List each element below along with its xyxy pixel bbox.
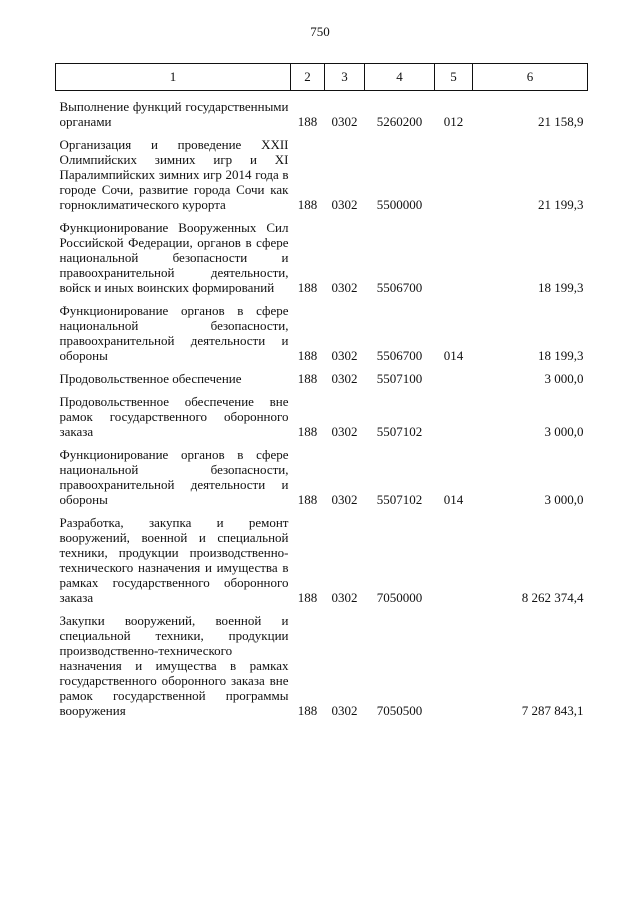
row-name: Функционирование органов в сфере национальной безопасности, правоохранительной деятельности и обороны	[59, 447, 289, 507]
row-code-4: 7050000	[376, 590, 423, 605]
budget-table	[55, 63, 588, 718]
row-name: Закупки вооружений, военной и специальной техники, продукции производственно-технического назначения и имущества в рамках государственного оборонного заказа вне рамок государственной программы вооружения	[59, 613, 289, 718]
row-code-2: 188	[297, 280, 318, 295]
row-code-3: 0302	[331, 492, 358, 507]
row-code-5	[435, 363, 473, 386]
column-header-1: 1	[56, 64, 291, 91]
row-name: Функционирование органов в сфере национальной безопасности, правоохранительной деятельности и обороны	[59, 303, 289, 363]
row-amount: 3 000,0	[544, 492, 584, 507]
row-name: Выполнение функций государственными органами	[59, 99, 289, 129]
row-code-2: 188	[297, 114, 318, 129]
row-code-4: 5500000	[376, 197, 423, 212]
row-code-2: 188	[297, 371, 318, 386]
row-amount: 21 199,3	[538, 197, 584, 212]
row-code-4: 5506700	[376, 280, 423, 295]
row-code-3: 0302	[331, 197, 358, 212]
row-code-2: 188	[297, 703, 318, 718]
column-header-4: 4	[365, 64, 435, 91]
column-header-6: 6	[473, 64, 588, 91]
row-code-4: 5507102	[376, 424, 423, 439]
row-code-2: 188	[297, 348, 318, 363]
table-row	[56, 605, 588, 718]
column-header-3: 3	[325, 64, 365, 91]
page-number: 750	[310, 24, 330, 39]
row-code-3: 0302	[331, 424, 358, 439]
table-row	[56, 363, 588, 386]
table-row	[56, 91, 588, 130]
table-row	[56, 212, 588, 295]
row-code-5: 014	[443, 492, 464, 507]
table-row	[56, 439, 588, 507]
row-code-5: 014	[443, 348, 464, 363]
row-name: Продовольственное обеспечение	[59, 371, 242, 386]
table-header-row	[56, 64, 588, 91]
table-row	[56, 507, 588, 605]
row-code-5	[435, 129, 473, 212]
row-code-4: 5507100	[376, 371, 423, 386]
row-code-5	[435, 605, 473, 718]
row-code-3: 0302	[331, 348, 358, 363]
row-code-2: 188	[297, 424, 318, 439]
row-code-3: 0302	[331, 114, 358, 129]
row-code-3: 0302	[331, 280, 358, 295]
row-code-2: 188	[297, 197, 318, 212]
row-code-2: 188	[297, 590, 318, 605]
row-name: Организация и проведение XXII Олимпийских зимних игр и XI Паралимпийских зимних игр 2014 года в городе Сочи, развитие города Сочи как горноклиматического курорта	[59, 137, 289, 212]
row-code-4: 5507102	[376, 492, 423, 507]
row-code-3: 0302	[331, 590, 358, 605]
row-amount: 21 158,9	[538, 114, 584, 129]
row-name: Функционирование Вооруженных Сил Российской Федерации, органов в сфере национальной безопасности и правоохранительной деятельности, войск и иных воинских формирований	[59, 220, 289, 295]
row-code-4: 7050500	[376, 703, 423, 718]
row-amount: 18 199,3	[538, 348, 584, 363]
row-amount: 8 262 374,4	[521, 590, 584, 605]
column-header-5: 5	[435, 64, 473, 91]
row-amount: 18 199,3	[538, 280, 584, 295]
row-code-3: 0302	[331, 703, 358, 718]
row-code-3: 0302	[331, 371, 358, 386]
table-row	[56, 129, 588, 212]
table-body	[56, 91, 588, 719]
table-row	[56, 295, 588, 363]
column-header-2: 2	[291, 64, 325, 91]
row-code-4: 5506700	[376, 348, 423, 363]
row-code-5	[435, 386, 473, 439]
table-row	[56, 386, 588, 439]
row-code-4: 5260200	[376, 114, 423, 129]
row-code-5: 012	[443, 114, 464, 129]
row-name: Продовольственное обеспечение вне рамок государственного оборонного заказа	[59, 394, 289, 439]
row-code-2: 188	[297, 492, 318, 507]
row-code-5	[435, 212, 473, 295]
row-code-5	[435, 507, 473, 605]
row-name: Разработка, закупка и ремонт вооружений, военной и специальной техники, продукции производственно-технического назначения и имущества в рамках государственного оборонного заказа	[59, 515, 289, 605]
row-amount: 3 000,0	[544, 371, 584, 386]
row-amount: 3 000,0	[544, 424, 584, 439]
row-amount: 7 287 843,1	[521, 703, 584, 718]
